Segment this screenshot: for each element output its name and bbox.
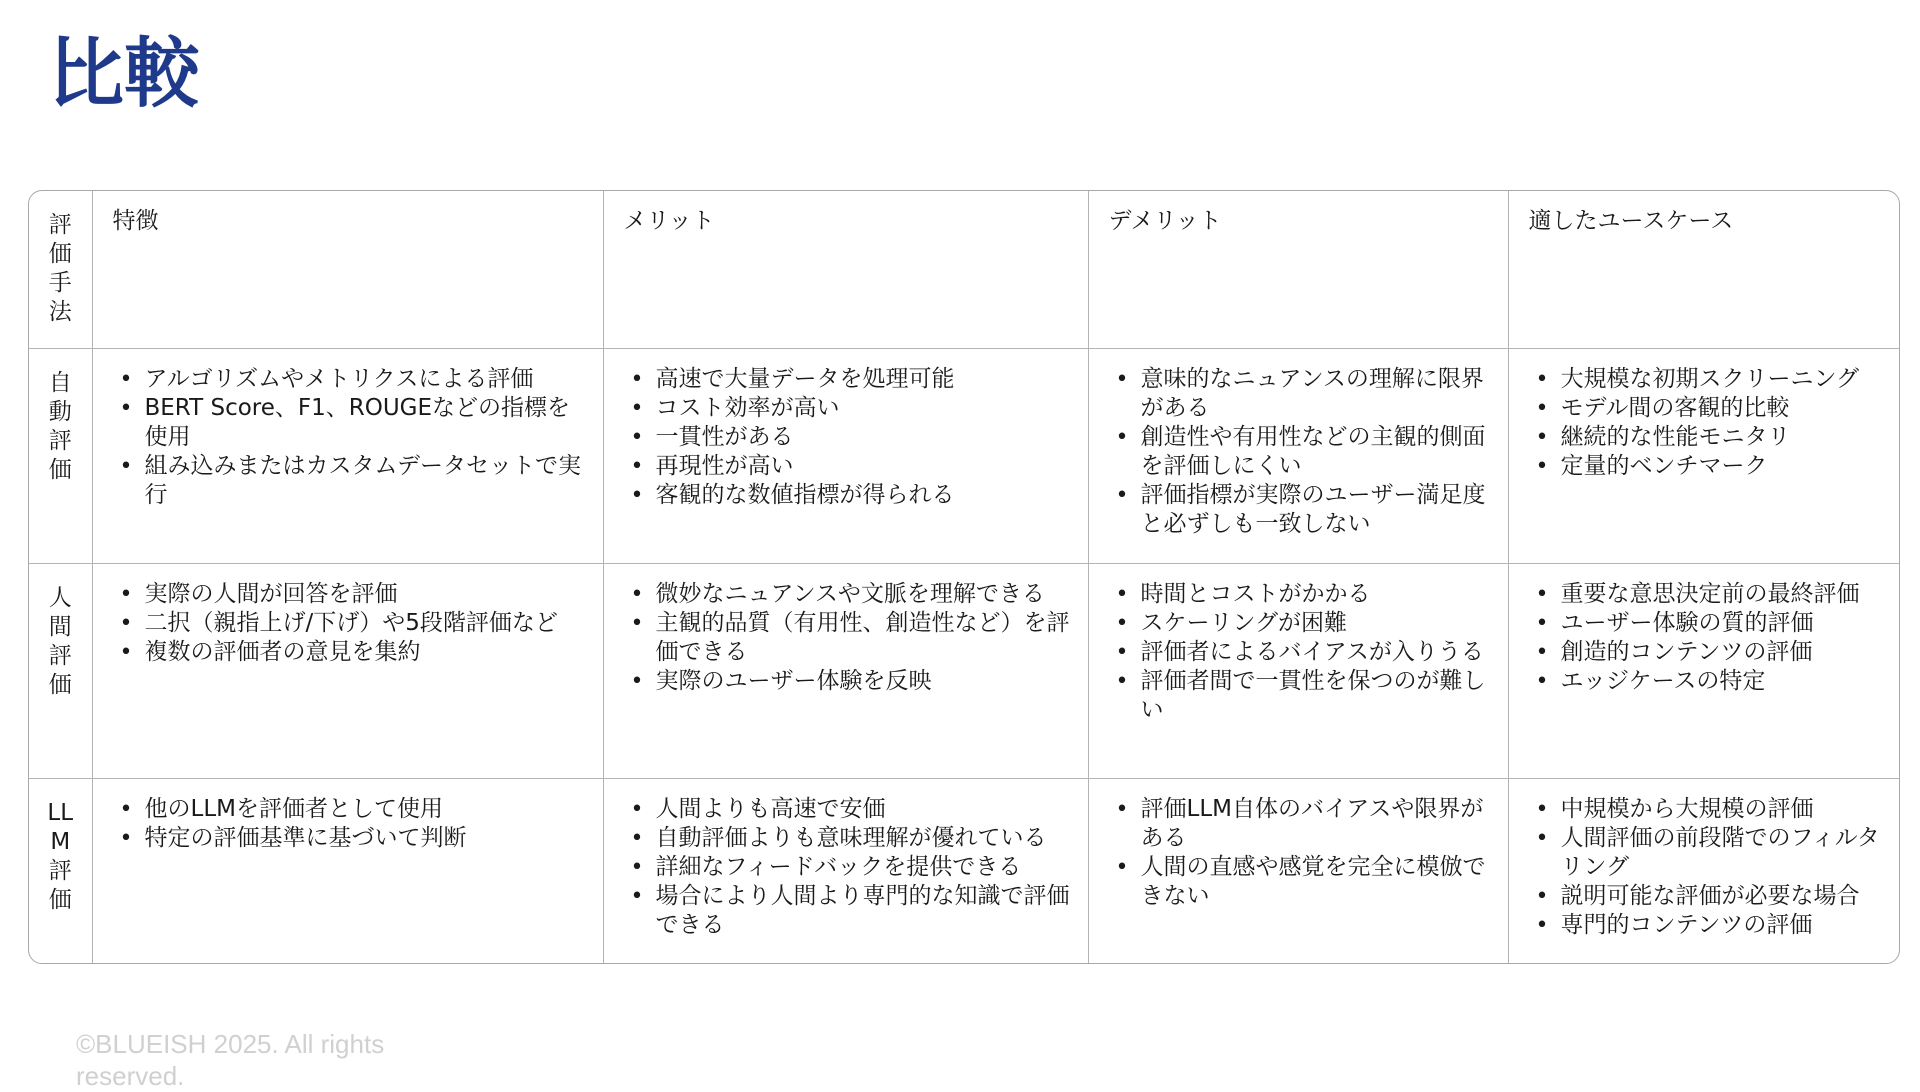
row-method-label: LLM評価 [47, 799, 74, 913]
list-item: • 主観的品質（有用性、創造性など）を評価できる [656, 609, 1076, 667]
list-item: • コスト効率が高い [656, 394, 1076, 423]
usecase-list [1521, 580, 1888, 696]
table-header-row [29, 191, 1899, 348]
list-item: • 実際のユーザー体験を反映 [656, 667, 1076, 696]
demerit-list [1101, 580, 1496, 725]
list-item: • 評価者間で一貫性を保つのが難しい [1141, 667, 1496, 725]
list-item: • 人間評価の前段階でのフィルタリング [1561, 824, 1888, 882]
row-method-label: 人間評価 [48, 584, 72, 698]
merit-list [616, 795, 1076, 940]
header-method-label: 評価手法 [48, 212, 72, 325]
page-title: 比較 [48, 29, 200, 118]
row-method-cell [29, 778, 92, 963]
footer-copyright: ©BLUEISH 2025. All rights reserved. [76, 1029, 385, 1091]
cell-merit [603, 563, 1088, 778]
list-item: • 特定の評価基準に基づいて判断 [145, 824, 591, 853]
header-method [29, 191, 92, 348]
list-item: • 継続的な性能モニタリ [1561, 423, 1888, 452]
list-item: • 大規模な初期スクリーニング [1561, 365, 1888, 394]
list-item: • BERT Score、F1、ROUGEなどの指標を使用 [145, 394, 591, 452]
table-row [29, 348, 1899, 563]
feature-list [105, 795, 591, 853]
demerit-list [1101, 795, 1496, 911]
cell-feature [92, 563, 603, 778]
list-item: • 再現性が高い [656, 452, 1076, 481]
comparison-table-grid [29, 191, 1899, 963]
list-item: • 中規模から大規模の評価 [1561, 795, 1888, 824]
table-row [29, 778, 1899, 963]
table-body [29, 348, 1899, 963]
list-item: • 定量的ベンチマーク [1561, 452, 1888, 481]
list-item: • 人間よりも高速で安価 [656, 795, 1076, 824]
list-item: • 人間の直感や感覚を完全に模倣できない [1141, 853, 1496, 911]
list-item: • 意味的なニュアンスの理解に限界がある [1141, 365, 1496, 423]
merit-list [616, 580, 1076, 696]
cell-merit [603, 778, 1088, 963]
list-item: • 創造性や有用性などの主観的側面を評価しにくい [1141, 423, 1496, 481]
list-item: • 高速で大量データを処理可能 [656, 365, 1076, 394]
list-item: • ユーザー体験の質的評価 [1561, 609, 1888, 638]
header-usecase: 適したユースケース [1508, 191, 1899, 348]
feature-list [105, 365, 591, 510]
list-item: • 時間とコストがかかる [1141, 580, 1496, 609]
row-method-cell [29, 563, 92, 778]
row-method-label: 自動評価 [48, 369, 72, 483]
list-item: • 評価指標が実際のユーザー満足度と必ずしも一致しない [1141, 481, 1496, 539]
header-feature: 特徴 [92, 191, 603, 348]
list-item: • 評価者によるバイアスが入りうる [1141, 638, 1496, 667]
cell-usecase [1508, 348, 1899, 563]
list-item: • 複数の評価者の意見を集約 [145, 638, 591, 667]
cell-feature [92, 348, 603, 563]
header-merit: メリット [603, 191, 1088, 348]
cell-demerit [1088, 563, 1508, 778]
demerit-list [1101, 365, 1496, 539]
list-item: • 微妙なニュアンスや文脈を理解できる [656, 580, 1076, 609]
comparison-table [28, 190, 1900, 964]
cell-demerit [1088, 348, 1508, 563]
list-item: • エッジケースの特定 [1561, 667, 1888, 696]
header-demerit: デメリット [1088, 191, 1508, 348]
list-item: • 評価LLM自体のバイアスや限界がある [1141, 795, 1496, 853]
merit-list [616, 365, 1076, 510]
list-item: • アルゴリズムやメトリクスによる評価 [145, 365, 591, 394]
table-row [29, 563, 1899, 778]
cell-demerit [1088, 778, 1508, 963]
list-item: • 場合により人間より専門的な知識で評価できる [656, 882, 1076, 940]
cell-usecase [1508, 778, 1899, 963]
cell-usecase [1508, 563, 1899, 778]
list-item: • 二択（親指上げ/下げ）や5段階評価など [145, 609, 591, 638]
usecase-list [1521, 365, 1888, 481]
list-item: • 実際の人間が回答を評価 [145, 580, 591, 609]
feature-list [105, 580, 591, 667]
list-item: • 説明可能な評価が必要な場合 [1561, 882, 1888, 911]
list-item: • モデル間の客観的比較 [1561, 394, 1888, 423]
cell-feature [92, 778, 603, 963]
list-item: • 組み込みまたはカスタムデータセットで実行 [145, 452, 591, 510]
list-item: • 自動評価よりも意味理解が優れている [656, 824, 1076, 853]
list-item: • 詳細なフィードバックを提供できる [656, 853, 1076, 882]
cell-merit [603, 348, 1088, 563]
list-item: • 他のLLMを評価者として使用 [145, 795, 591, 824]
usecase-list [1521, 795, 1888, 940]
list-item: • 一貫性がある [656, 423, 1076, 452]
list-item: • スケーリングが困難 [1141, 609, 1496, 638]
list-item: • 重要な意思決定前の最終評価 [1561, 580, 1888, 609]
list-item: • 客観的な数値指標が得られる [656, 481, 1076, 510]
row-method-cell [29, 348, 92, 563]
list-item: • 創造的コンテンツの評価 [1561, 638, 1888, 667]
list-item: • 専門的コンテンツの評価 [1561, 911, 1888, 940]
